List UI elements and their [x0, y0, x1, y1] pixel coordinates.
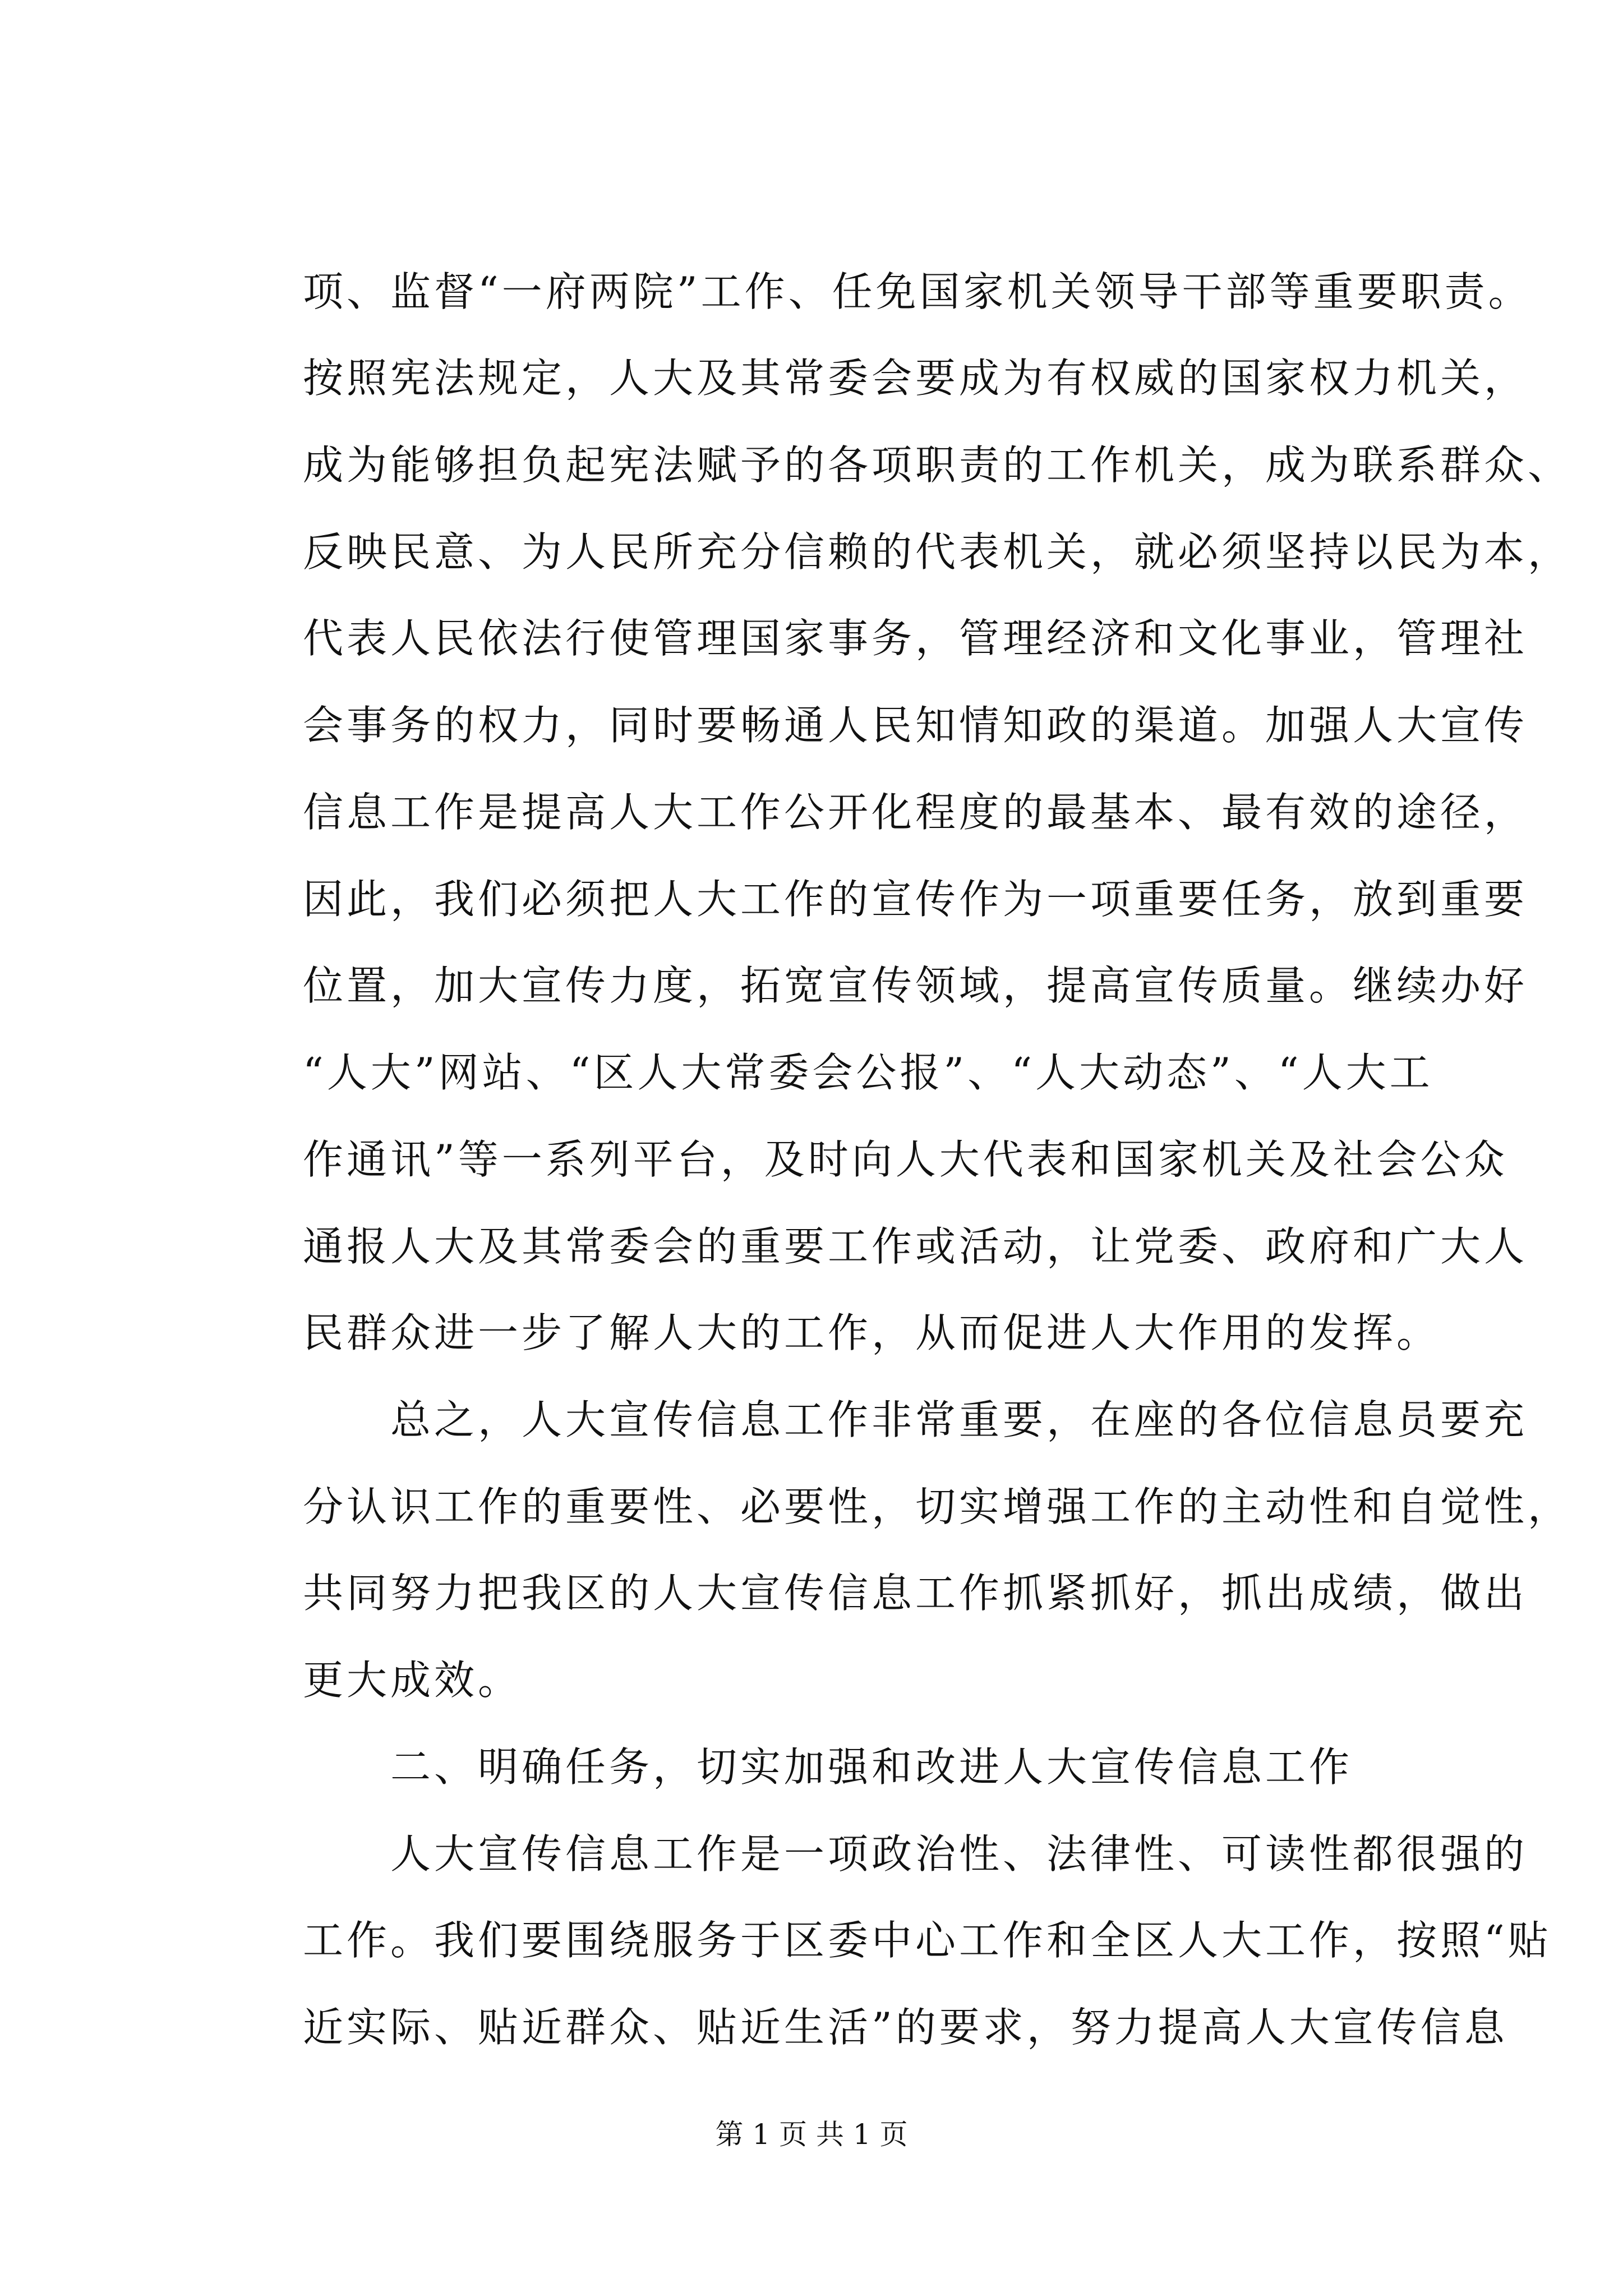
- body-line-21: 近实际、贴近群众、贴近生活”的要求，努力提高人大宣传信息: [303, 2004, 1508, 2051]
- body-line-1: 项、监督“一府两院”工作、任免国家机关领导干部等重要职责。: [303, 268, 1532, 315]
- body-line-2: 按照宪法规定，人大及其常委会要成为有权威的国家权力机关，: [303, 355, 1528, 402]
- body-line-3: 成为能够担负起宪法赋予的各项职责的工作机关，成为联系群众、: [303, 441, 1572, 489]
- body-line-20: 工作。我们要围绕服务于区委中心工作和全区人大工作，按照“贴: [303, 1917, 1552, 1964]
- body-line-9: 位置，加大宣传力度，拓宽宣传领域，提高宣传质量。继续办好: [303, 962, 1528, 1009]
- page-number-footer: 第 1 页 共 1 页: [715, 2118, 908, 2151]
- body-line-11: 作通讯”等一系列平台，及时向人大代表和国家机关及社会公众: [303, 1136, 1508, 1183]
- body-line-4: 反映民意、为人民所充分信赖的代表机关，就必须坚持以民为本，: [303, 528, 1572, 576]
- section-heading: 二、明确任务，切实加强和改进人大宣传信息工作: [303, 1743, 1353, 1791]
- body-line-10: “人大”网站、“区人大常委会公报”、“人大动态”、“人大工: [303, 1049, 1433, 1096]
- body-line-5: 代表人民依法行使管理国家事务，管理经济和文化事业，管理社: [303, 615, 1528, 662]
- body-line-13: 民群众进一步了解人大的工作，从而促进人大作用的发挥。: [303, 1309, 1441, 1356]
- body-line-19: 人大宣传信息工作是一项政治性、法律性、可读性都很强的: [303, 1830, 1528, 1878]
- body-line-7: 信息工作是提高人大工作公开化程度的最基本、最有效的途径，: [303, 789, 1528, 836]
- body-line-17: 更大成效。: [303, 1657, 522, 1704]
- body-line-6: 会事务的权力，同时要畅通人民知情知政的渠道。加强人大宣传: [303, 702, 1528, 749]
- body-line-8: 因此，我们必须把人大工作的宣传作为一项重要任务，放到重要: [303, 876, 1528, 923]
- body-line-16: 共同努力把我区的人大宣传信息工作抓紧抓好，抓出成绩，做出: [303, 1570, 1528, 1617]
- body-line-12: 通报人大及其常委会的重要工作或活动，让党委、政府和广大人: [303, 1223, 1528, 1270]
- body-line-14: 总之，人大宣传信息工作非常重要，在座的各位信息员要充: [303, 1396, 1528, 1443]
- body-line-15: 分认识工作的重要性、必要性，切实增强工作的主动性和自觉性，: [303, 1483, 1572, 1530]
